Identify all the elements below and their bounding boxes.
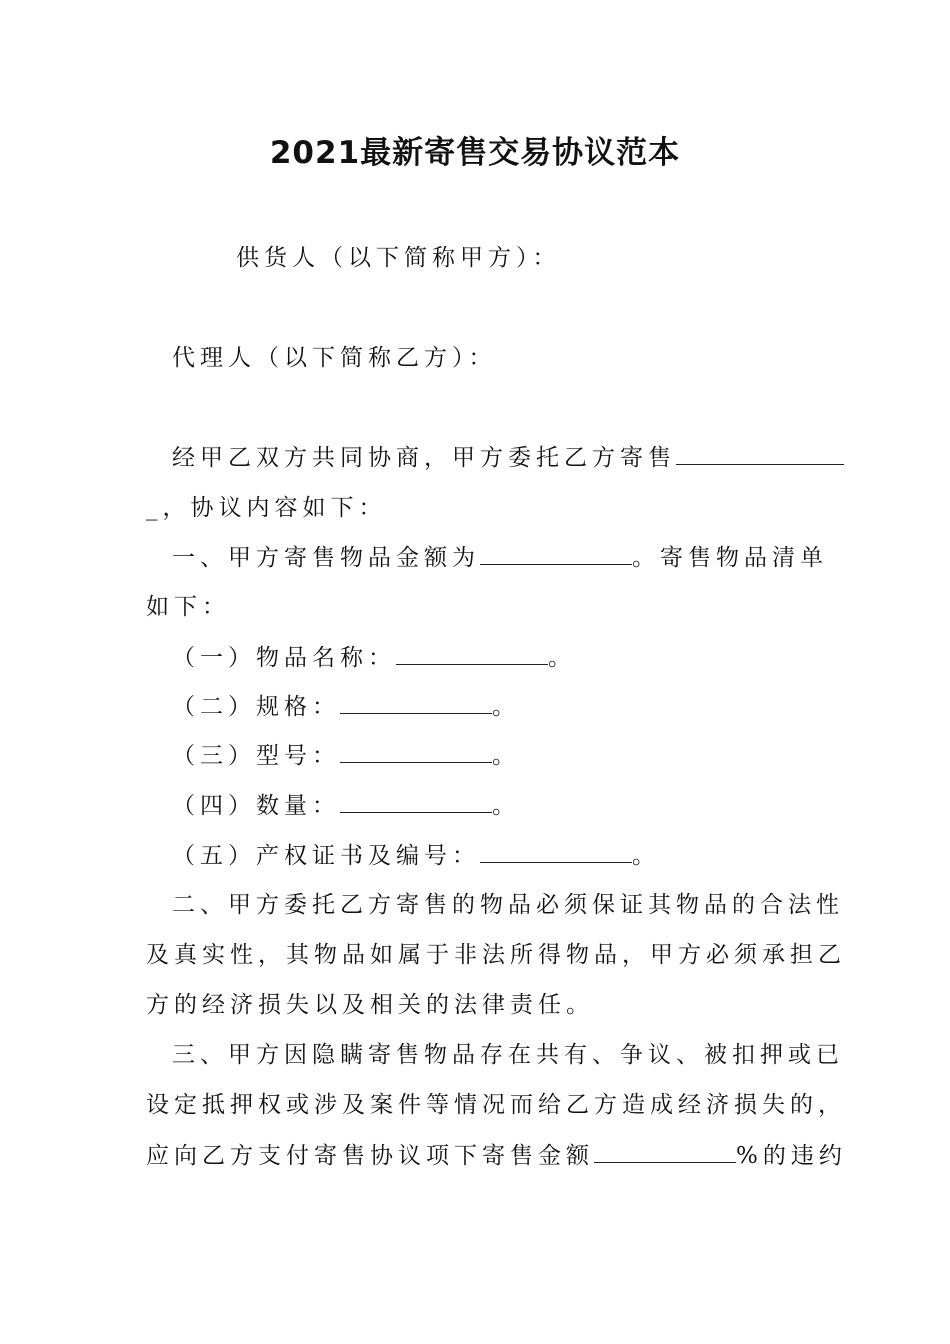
- intro-text: 经甲乙双方共同协商，甲方委托乙方寄售: [172, 445, 676, 471]
- clause-2-line-2: 及真实性，其物品如属于非法所得物品，甲方必须承担乙: [146, 942, 846, 968]
- clause-1-text-a: 一、甲方寄售物品金额为: [172, 545, 480, 571]
- clause-2-line-3: 方的经济损失以及相关的法律责任。: [146, 992, 594, 1018]
- clause-3-text-b: %的违约: [736, 1143, 847, 1169]
- clause-1-line-1: [172, 540, 828, 575]
- item-1-period: 。: [548, 645, 576, 671]
- document-title: 2021最新寄售交易协议范本: [269, 135, 681, 171]
- clause-3-text-a: 应向乙方支付寄售协议项下寄售金额: [146, 1143, 594, 1169]
- party-b-line: 代理人（以下简称乙方）：: [172, 345, 497, 371]
- item-5-line: [172, 838, 660, 873]
- item-5-label: （五）产权证书及编号：: [172, 843, 480, 869]
- amount-blank: [480, 540, 632, 565]
- clause-1-line-2: 如下：: [146, 594, 230, 620]
- quantity-blank: [340, 788, 492, 813]
- intro-line-1: [172, 440, 844, 475]
- intro-line-2: _，协议内容如下：: [146, 495, 387, 521]
- item-3-line: [172, 738, 520, 773]
- penalty-percent-blank: [594, 1138, 736, 1163]
- clause-3-line-1: 三、甲方因隐瞒寄售物品存在共有、争议、被扣押或已: [172, 1042, 844, 1068]
- model-blank: [340, 738, 492, 763]
- item-2-line: [172, 689, 520, 724]
- item-2-period: 。: [492, 694, 520, 720]
- clause-3-line-3: [146, 1138, 847, 1173]
- item-2-label: （二）规格：: [172, 694, 340, 720]
- item-name-blank: [396, 640, 548, 665]
- item-4-label: （四）数量：: [172, 793, 340, 819]
- item-3-label: （三）型号：: [172, 743, 340, 769]
- clause-2-line-1: 二、甲方委托乙方寄售的物品必须保证其物品的合法性: [172, 892, 844, 918]
- item-4-line: [172, 788, 520, 823]
- party-a-line: 供货人（以下简称甲方）：: [236, 245, 561, 271]
- item-3-period: 。: [492, 743, 520, 769]
- item-5-period: 。: [632, 843, 660, 869]
- certificate-blank: [480, 838, 632, 863]
- spec-blank: [340, 689, 492, 714]
- item-4-period: 。: [492, 793, 520, 819]
- clause-1-text-b: 。寄售物品清单: [632, 545, 828, 571]
- item-1-line: [172, 640, 576, 675]
- item-1-label: （一）物品名称：: [172, 645, 396, 671]
- consignment-item-blank: [676, 440, 844, 465]
- clause-3-line-2: 设定抵押权或涉及案件等情况而给乙方造成经济损失的，: [146, 1092, 846, 1118]
